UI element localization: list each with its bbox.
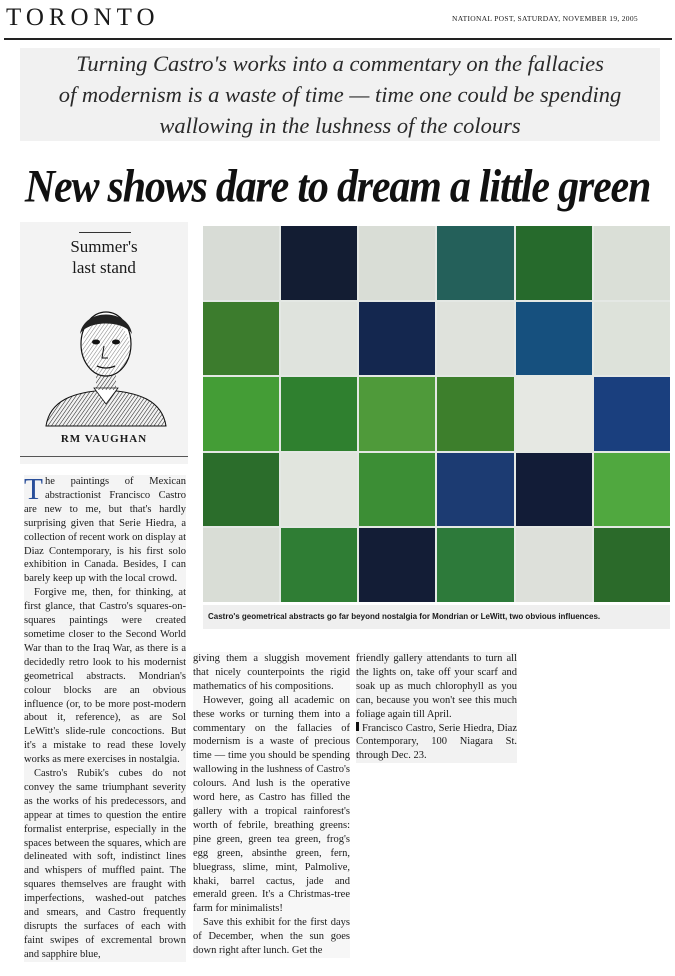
- section-name: TORONTO: [6, 4, 160, 31]
- body-paragraph: Castro's Rubik's cubes do not convey the same triumphant severity as the works of his predecessors, and appear at times to question the entire formalist enterprise, especially in the spaces between the squares, which are delineated with soft, indistinct lines and whispers of muffled paint. The squares themselves are fraught with imperfections, washed-out patches and smears, and Castro frequently disrupts the surfaces of each with faint swipes of excremental brown and sapphire blue,: [24, 768, 186, 960]
- artwork-tile: [281, 226, 357, 300]
- exhibit-credit: [356, 722, 517, 764]
- masthead-rule: [4, 38, 672, 40]
- artwork-tile: [516, 453, 592, 527]
- artwork-tile: [281, 453, 357, 527]
- deck-line: Turning Castro's works into a commentary on the fallacies: [76, 51, 604, 76]
- artwork-tile: [594, 377, 670, 451]
- artwork-tile: [281, 377, 357, 451]
- drop-cap: T: [24, 471, 43, 506]
- deck-line: of modernism is a waste of time — time one could be spending: [58, 82, 622, 107]
- body-paragraph: friendly gallery attendants to turn all the lights on, take off your scarf and soak up as much chlorophyll as you can, because you won't see this much foliage again till April.: [356, 653, 517, 720]
- artwork-tile: [359, 302, 435, 376]
- body-paragraph: However, going all academic on these works or turning them into a commentary on the fallacies of modernism is a waste of precious time — time you should be spending wallowing in the lushness of Castro's colours. And lush is the operative word here, as Castro has filled the gallery with a tropical rainforest's worth of febrile, breathing greens: pine green, green tea green, frog's egg green, absinthe green, fern, bluegrass, slime, mint, Palmolive, khaki, barrel cactus, jade and emerald green. It's a Christmas-tree farm for minimalists!: [193, 694, 350, 915]
- artwork-tile: [203, 226, 279, 300]
- author-name: RM VAUGHAN: [60, 433, 148, 445]
- artwork-tile: [516, 377, 592, 451]
- artwork-tile: [203, 453, 279, 527]
- bullet-icon: [356, 722, 359, 731]
- body-paragraph: [24, 471, 186, 586]
- body-column-3: [356, 652, 517, 763]
- artwork-tile: [437, 453, 513, 527]
- artwork-tile: [516, 226, 592, 300]
- photo-caption: Castro's geometrical abstracts go far beyond nostalgia for Mondrian or LeWitt, two obvious influences.: [208, 612, 601, 621]
- column-title-rule: [79, 232, 131, 233]
- dateline: NATIONAL POST, SATURDAY, NOVEMBER 19, 2005: [452, 14, 638, 23]
- body-paragraph: Save this exhibit for the first days of December, when the sun goes down right after lunch. Get the: [193, 917, 350, 957]
- author-portrait: [44, 300, 168, 430]
- artwork-tile: [359, 528, 435, 602]
- paragraph-text: he paintings of Mexican abstractionist Francisco Castro are new to me, but that's hardly surprising given that Serie Hiedra, a collection of recent work on display at Diaz Contemporary, is his first solo exhibition in Canada. Besides, I can barely keep up with the local crowd.: [24, 476, 186, 585]
- artwork-tile: [203, 302, 279, 376]
- author-rule: [20, 456, 188, 457]
- artwork-tile: [594, 528, 670, 602]
- body-paragraph: giving them a sluggish movement that nicely counterpoints the rigid mathematics of his compositions.: [193, 653, 350, 692]
- artwork-tile: [437, 377, 513, 451]
- artwork-tile: [437, 528, 513, 602]
- body-column-1: [24, 471, 186, 962]
- artwork-tile: [516, 528, 592, 602]
- body-paragraph: Forgive me, then, for thinking, at first glance, that Castro's squares-on-squares paintings were created sometime closer to the Second World War than to the Iraq War, as there is a decidedly retro look to his modernist geometrical abstracts. Mondrian's colour blocks are an obvious influence (or, to be more post-modern about it, reference), as are Sol LeWitt's slide-rule concoctions. But it's a mistake to read these lovely works as mere exercises in nostalgia.: [24, 587, 186, 766]
- column-title-line: Summer's: [70, 237, 138, 256]
- artwork-tile: [437, 226, 513, 300]
- deck: [20, 48, 660, 141]
- headline: New shows dare to dream a little green: [24, 161, 651, 213]
- credit-text: Francisco Castro, Serie Hiedra, Diaz Contemporary, 100 Niagara St. through Dec. 23.: [356, 722, 517, 762]
- artwork-tile: [203, 528, 279, 602]
- artwork-tile: [281, 302, 357, 376]
- artwork-tile: [437, 302, 513, 376]
- artwork-tile: [203, 377, 279, 451]
- artwork-photo: [203, 226, 670, 602]
- artwork-tile: [594, 302, 670, 376]
- artwork-tile: [359, 377, 435, 451]
- deck-line: wallowing in the lushness of the colours: [159, 113, 521, 138]
- column-title-line: last stand: [72, 258, 136, 277]
- artwork-tile: [281, 528, 357, 602]
- artwork-tile: [594, 226, 670, 300]
- artwork-tile: [516, 302, 592, 376]
- column-title: [20, 236, 188, 278]
- artwork-tile: [359, 453, 435, 527]
- artwork-tile: [594, 453, 670, 527]
- artwork-tile: [359, 226, 435, 300]
- body-column-2: [193, 652, 350, 958]
